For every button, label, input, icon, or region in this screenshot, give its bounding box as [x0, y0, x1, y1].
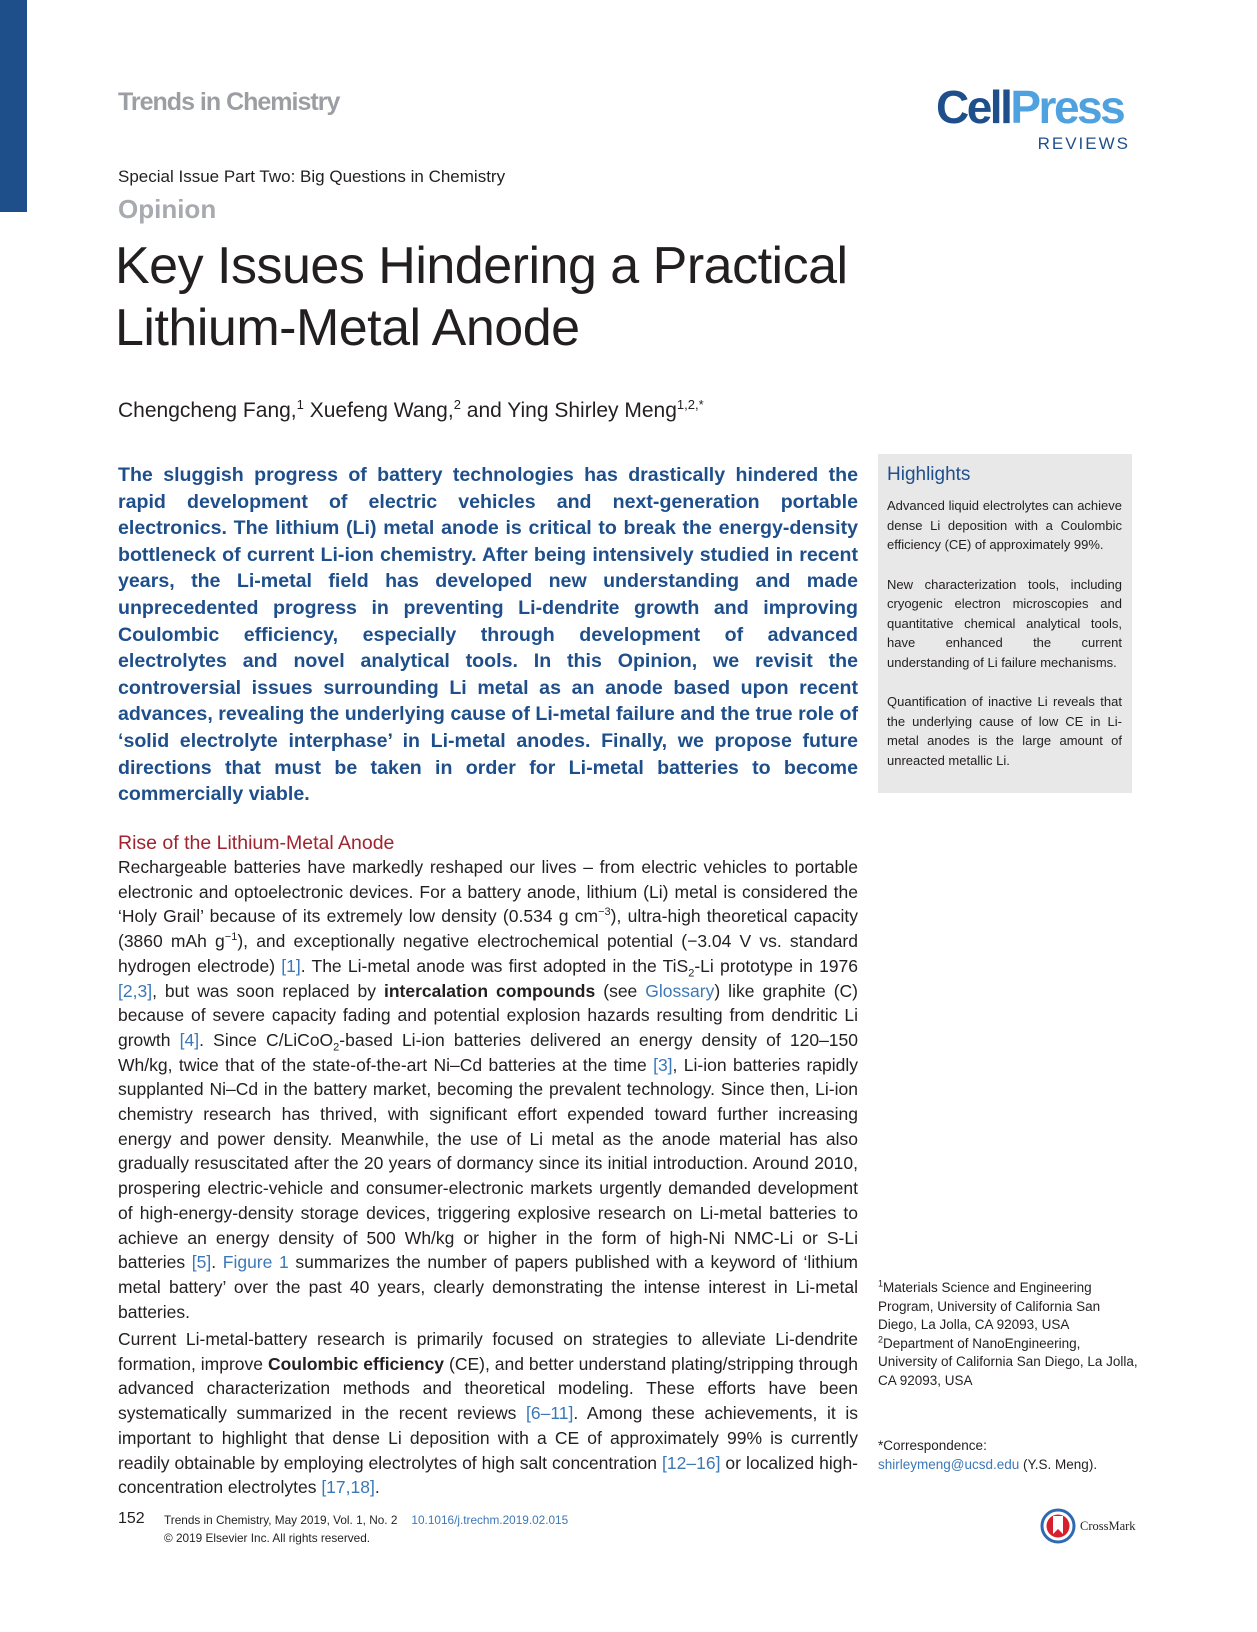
glossary-link[interactable]: Glossary	[645, 980, 715, 1001]
text-run: summarizes the number of papers published with a keyword of ‘lithium metal battery’ over the past 40 years, clearly demonstrating the intense interest in Li-metal batteries.	[118, 1252, 859, 1322]
crossmark-icon	[1040, 1508, 1076, 1544]
body-paragraph	[118, 1327, 858, 1500]
reference-link[interactable]: [1]	[281, 955, 301, 976]
text-run: . Among these achievements, it is important to highlight that dense Li deposition with a CE of approximately 99% is currently readily obtainable by employing electrolytes of high salt concentration	[118, 1403, 858, 1473]
highlight-item: New characterization tools, including cryogenic electron microscopies and quantitative chemical analytical tools, have enhanced the current understanding of Li failure mechanisms.	[887, 576, 1122, 670]
affiliation-text: Department of NanoEngineering, University of California San Diego, La Jolla, CA 92093, USA	[878, 1335, 1138, 1388]
correspondence-email-link[interactable]: shirleymeng@ucsd.edu	[878, 1456, 1020, 1472]
abstract: The sluggish progress of battery technologies has drastically hindered the rapid development of electric vehicles and next-generation portable electronics. The lithium (Li) metal anode is critical to break the energy-density bottleneck of current Li-ion chemistry. After being intensively studied in recent years, the Li-metal field has developed new understanding and made unprecedented progress in preventing Li-dendrite growth and improving Coulombic efficiency, especially through development of advanced electrolytes and novel analytical tools. In this Opinion, we revisit the controversial issues surrounding Li metal as an anode based upon recent advances, revealing the underlying cause of Li-metal failure and the true role of ‘solid electrolyte interphase’ in Li-metal anodes. Finally, we propose future directions that must be taken in order for Li-metal batteries to become commercially viable.	[118, 464, 858, 806]
cellpress-logo[interactable]	[936, 81, 1132, 154]
crossmark-badge[interactable]	[1040, 1508, 1140, 1544]
author-name[interactable]: Xuefeng Wang,	[303, 399, 454, 422]
logo-press-text: Press	[1010, 81, 1124, 133]
highlights-heading: Highlights	[887, 464, 971, 485]
text-run: . Since C/LiCoO	[199, 1029, 334, 1050]
section-heading: Rise of the Lithium-Metal Anode	[118, 832, 395, 854]
text-run: ) like graphite (C) because of severe capacity fading and potential explosion hazards resulting from dendritic Li growth	[118, 980, 858, 1050]
affiliations	[878, 1279, 1138, 1391]
text-run: (see	[595, 980, 646, 1001]
affiliation-marker: 2	[453, 397, 461, 412]
figure-link[interactable]: Figure 1	[222, 1252, 289, 1273]
reference-link[interactable]: [5]	[191, 1252, 212, 1273]
affiliation-text: Materials Science and Engineering Program, University of California San Diego, La Jolla, CA 92093, USA	[878, 1280, 1101, 1333]
text-run: , but was soon replaced by	[152, 980, 384, 1001]
affiliation-marker: 1,2,*	[676, 397, 704, 412]
affiliation-marker: 1	[878, 1278, 884, 1289]
special-issue-label: Special Issue Part Two: Big Questions in Chemistry	[118, 167, 506, 186]
text-run: . The Li-metal anode was first adopted in the TiS	[300, 955, 689, 976]
subscript: 2	[688, 967, 695, 980]
reference-link[interactable]: [3]	[653, 1054, 673, 1075]
logo-reviews-text: REVIEWS	[1037, 134, 1130, 153]
text-run: Current Li-metal-battery research is primarily focused on strategies to alleviate Li-dendrite formation, improve	[118, 1329, 858, 1374]
article-title	[115, 235, 915, 359]
journal-name: Trends in Chemistry	[118, 88, 340, 116]
reference-link[interactable]: [2,3]	[118, 980, 153, 1001]
citation-text: Trends in Chemistry, May 2019, Vol. 1, No. 2	[164, 1513, 398, 1527]
reference-link[interactable]: [4]	[179, 1029, 200, 1050]
text-run: -based Li-ion batteries delivered an energy density of 120–150 Wh/kg, twice that of the state-of-the-art Ni–Cd batteries at the time	[118, 1029, 859, 1075]
text-run: , Li-ion batteries rapidly supplanted Ni–Cd in the battery market, becoming the prevalent technology. Since then, Li-ion chemistry research has thrived, with significant effort expended toward further increasing energy and power density. Meanwhile, the use of Li metal as the anode material has also gradually resuscitated after the 20 years of dormancy since its initial introduction. Around 2010, prospering electric-vehicle and consumer-electronic markets urgently demanded development of high-energy-density storage devices, triggering explosive research on Li-metal batteries to achieve an energy density of 500 Wh/kg or higher in the form of high-Ni NMC-Li or S-Li batteries	[118, 1054, 859, 1273]
text-run: or localized high-concentration electrolytes	[118, 1452, 858, 1498]
text-run: ), ultra-high theoretical capacity (3860 mAh g	[118, 906, 858, 952]
highlights-box	[878, 454, 1132, 793]
text-run: .	[374, 1477, 380, 1498]
reference-link[interactable]: [12–16]	[662, 1452, 721, 1473]
affiliation-marker: 2	[878, 1334, 884, 1345]
text-run: -Li prototype in 1976	[694, 955, 858, 976]
correspondence	[878, 1437, 1138, 1474]
crossmark-label: CrossMark	[1080, 1519, 1136, 1533]
doi-link[interactable]: 10.1016/j.trechm.2019.02.015	[411, 1513, 569, 1527]
author-name[interactable]: and Ying Shirley Meng	[460, 399, 677, 422]
correspondence-name: (Y.S. Meng).	[1019, 1456, 1098, 1472]
reference-link[interactable]: [17,18]	[321, 1477, 375, 1498]
article-type-label: Opinion	[118, 194, 217, 224]
highlight-item: Advanced liquid electrolytes can achieve dense Li deposition with a Coulombic efficiency (CE) of approximately 99%.	[887, 498, 1122, 552]
highlight-item: Quantification of inactive Li reveals that the underlying cause of low CE in Li-metal anodes is the large amount of unreacted metallic Li.	[887, 694, 1122, 768]
affiliation-1	[878, 1279, 1138, 1335]
body-paragraph	[118, 855, 858, 1324]
correspondence-label: *Correspondence:	[878, 1438, 987, 1453]
affiliation-marker: 1	[296, 397, 304, 412]
text-run: .	[211, 1252, 223, 1273]
title-line-2: Lithium-Metal Anode	[115, 299, 580, 357]
text-run: ), and exceptionally negative electrochemical potential (−3.04 V vs. standard hydrogen electrode)	[118, 931, 858, 976]
text-run: (CE), and better understand plating/stripping through advanced characterization methods and theoretical modeling. These efforts have been systematically summarized in the recent reviews	[118, 1353, 858, 1424]
footer-citation	[164, 1513, 568, 1527]
title-line-1: Key Issues Hindering a Practical	[115, 237, 848, 295]
glossary-term: Coulombic efficiency	[267, 1353, 445, 1374]
subscript: 2	[333, 1041, 340, 1054]
author-name[interactable]: Chengcheng Fang,	[118, 399, 297, 422]
text-run: Rechargeable batteries have markedly reshaped our lives – from electric vehicles to portable electronic and optoelectronic devices. For a battery anode, lithium (Li) metal is considered the ‘Holy Grail’ because of its extremely low density (0.534 g cm	[118, 857, 858, 927]
page-number: 152	[118, 1510, 145, 1527]
footer-copyright: © 2019 Elsevier Inc. All rights reserved.	[164, 1531, 371, 1545]
journal-color-bar	[0, 0, 27, 212]
affiliation-2	[878, 1335, 1138, 1391]
superscript: −1	[224, 931, 238, 944]
reference-link[interactable]: [6–11]	[526, 1403, 574, 1424]
author-list	[118, 397, 704, 423]
logo-cell-text: Cell	[936, 81, 1011, 133]
glossary-term: intercalation compounds	[384, 980, 596, 1001]
superscript: −3	[598, 906, 611, 919]
